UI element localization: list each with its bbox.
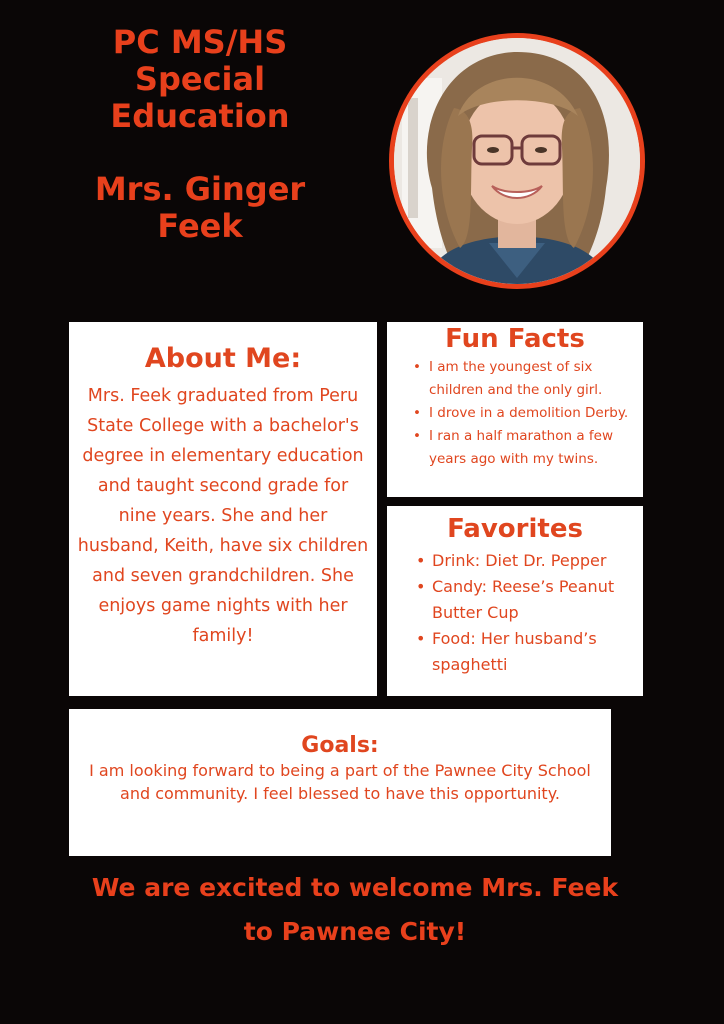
welcome-line: to Pawnee City! (243, 917, 467, 946)
fun-facts-list (387, 356, 643, 471)
fun-fact-text: I ran a half marathon a few years ago with my twins. (429, 428, 613, 467)
about-me-card (69, 322, 377, 696)
bullet-icon: • (413, 405, 421, 421)
list-item (416, 574, 635, 626)
list-item (416, 548, 635, 574)
favorite-text: Drink: Diet Dr. Pepper (432, 551, 607, 570)
favorite-text: Candy: Reese’s Peanut Butter Cup (432, 577, 615, 622)
favorites-heading: Favorites (447, 514, 583, 544)
bullet-icon: • (416, 629, 426, 648)
school-title-line: PC MS/HS (112, 23, 288, 61)
favorites-card (387, 506, 643, 696)
bullet-icon: • (416, 551, 426, 570)
list-item (413, 356, 635, 402)
school-title-line: Education (110, 97, 290, 135)
welcome-line: We are excited to welcome Mrs. Feek (91, 873, 619, 902)
fun-facts-card (387, 322, 643, 497)
list-item (413, 425, 635, 471)
goals-text: I am looking forward to being a part of the Pawnee City School and community. I feel blessed to have this opportunity. (89, 761, 591, 803)
teacher-photo (394, 38, 640, 284)
welcome-message (40, 866, 670, 954)
teacher-name-line: Feek (157, 207, 243, 245)
bullet-icon: • (416, 577, 426, 596)
teacher-name (70, 171, 330, 245)
school-title-line: Special (134, 60, 266, 98)
teacher-photo-frame (389, 33, 645, 289)
bullet-icon: • (413, 359, 421, 375)
fun-fact-text: I am the youngest of six children and the only girl. (429, 359, 603, 398)
goals-card (69, 709, 611, 856)
teacher-name-line: Mrs. Ginger (94, 170, 306, 208)
bullet-icon: • (413, 428, 421, 444)
teacher-portrait-image (394, 38, 640, 284)
goals-heading: Goals: (301, 733, 379, 758)
list-item (416, 626, 635, 678)
favorite-text: Food: Her husband’s spaghetti (432, 629, 597, 674)
header-title-block (70, 24, 330, 245)
about-me-text: Mrs. Feek graduated from Peru State College with a bachelor's degree in elementary education and taught second grade for nine years. She and her husband, Keith, have six children and seven grandchildren. She enjoys game nights with her family! (77, 386, 369, 646)
fun-fact-text: I drove in a demolition Derby. (429, 405, 629, 421)
fun-facts-heading: Fun Facts (445, 324, 585, 354)
about-me-heading: About Me: (144, 343, 302, 374)
favorites-list (387, 548, 643, 678)
list-item (413, 402, 635, 425)
school-program-title (70, 24, 330, 135)
